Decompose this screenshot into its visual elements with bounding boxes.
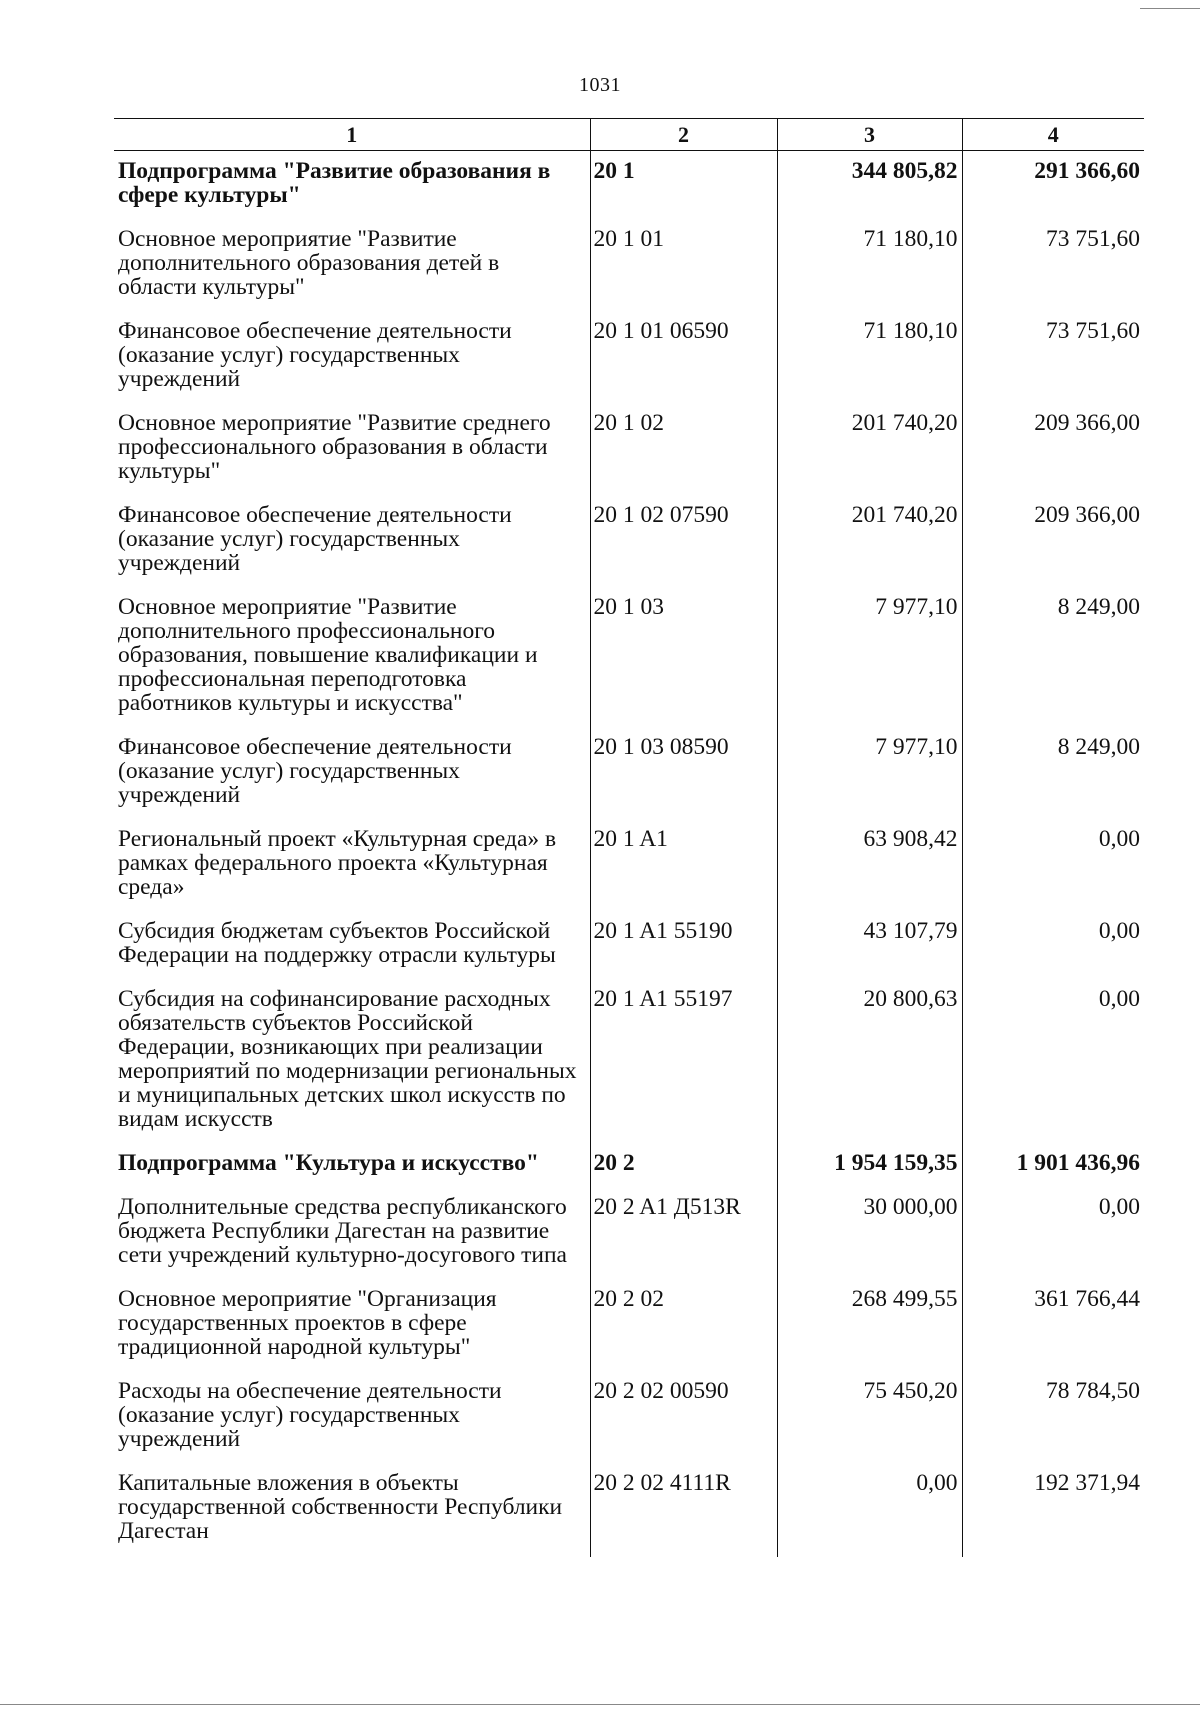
row-value-col4-cell: 209 366,00 [962,403,1144,495]
row-value-col3-cell: 7 977,10 [777,587,962,727]
budget-table-container [114,118,1144,1557]
row-value-col4-cell: 73 751,60 [962,219,1144,311]
row-value-col4-cell: 0,00 [962,1187,1144,1279]
row-name-cell: Дополнительные средства республиканского бюджета Республики Дагестан на развитие сети учреждений культурно-досугового типа [118,1194,567,1268]
table-body [114,151,1144,1558]
row-code-cell: 20 1 03 [590,587,777,727]
row-code-cell: 20 1 01 06590 [590,311,777,403]
row-value-col4-cell: 291 366,60 [962,151,1144,220]
scan-edge-line-bottom [0,1704,1200,1705]
table-row [114,1371,1144,1463]
row-value-col3-cell: 268 499,55 [777,1279,962,1371]
row-code-cell: 20 1 [590,151,777,220]
row-value-col3-cell: 201 740,20 [777,403,962,495]
row-name-cell: Подпрограмма "Культура и искусство" [118,1150,539,1176]
row-value-col3-cell: 7 977,10 [777,727,962,819]
row-value-col4-cell: 0,00 [962,819,1144,911]
row-value-col3-cell: 43 107,79 [777,911,962,979]
row-value-col4-cell: 361 766,44 [962,1279,1144,1371]
row-code-cell: 20 2 02 4111R [590,1463,777,1557]
row-value-col4-cell: 209 366,00 [962,495,1144,587]
row-name-cell: Финансовое обеспечение деятельности (оказание услуг) государственных учреждений [118,734,512,808]
row-value-col3-cell: 201 740,20 [777,495,962,587]
row-name-cell: Финансовое обеспечение деятельности (оказание услуг) государственных учреждений [118,318,512,392]
row-value-col4-cell: 0,00 [962,979,1144,1143]
table-row [114,911,1144,979]
table-row [114,151,1144,220]
row-code-cell: 20 1 02 07590 [590,495,777,587]
row-code-cell: 20 1 A1 55197 [590,979,777,1143]
table-row [114,1463,1144,1557]
row-name-cell: Региональный проект «Культурная среда» в рамках федерального проекта «Культурная среда» [118,826,557,900]
row-value-col4-cell: 192 371,94 [962,1463,1144,1557]
row-value-col3-cell: 71 180,10 [777,311,962,403]
row-name-cell: Субсидия на софинансирование расходных обязательств субъектов Российской Федерации, возникающих при реализации мероприятий по модернизации региональных и муниципальных детских школ искусств по видам искусств [118,986,577,1132]
row-value-col3-cell: 30 000,00 [777,1187,962,1279]
table-row [114,403,1144,495]
row-value-col4-cell: 8 249,00 [962,727,1144,819]
row-name-cell: Основное мероприятие "Развитие дополнительного образования детей в области культуры" [118,226,500,300]
row-code-cell: 20 2 02 00590 [590,1371,777,1463]
row-name-cell: Расходы на обеспечение деятельности (оказание услуг) государственных учреждений [118,1378,502,1452]
row-value-col4-cell: 78 784,50 [962,1371,1144,1463]
row-value-col3-cell: 1 954 159,35 [777,1143,962,1187]
row-value-col3-cell: 344 805,82 [777,151,962,220]
page-number: 1031 [579,74,621,96]
row-name-cell: Финансовое обеспечение деятельности (оказание услуг) государственных учреждений [118,502,512,576]
row-name-cell: Капитальные вложения в объекты государственной собственности Республики Дагестан [118,1470,563,1544]
table-row [114,587,1144,727]
table-row [114,219,1144,311]
table-row [114,1187,1144,1279]
row-name-cell: Основное мероприятие "Развитие дополнительного профессионального образования, повышение квалификации и профессиональная переподготовка работников культуры и искусства" [118,594,538,716]
scan-edge-line-top [1140,8,1200,9]
table-row [114,311,1144,403]
table-row [114,727,1144,819]
header-col-4: 4 [962,118,1144,151]
row-code-cell: 20 1 01 [590,219,777,311]
row-name-cell: Основное мероприятие "Организация государственных проектов в сфере традиционной народной культуры" [118,1286,497,1360]
row-code-cell: 20 1 02 [590,403,777,495]
table-row [114,819,1144,911]
row-code-cell: 20 2 A1 Д513R [590,1187,777,1279]
row-name-cell: Субсидия бюджетам субъектов Российской Федерации на поддержку отрасли культуры [118,918,556,968]
row-code-cell: 20 1 A1 55190 [590,911,777,979]
row-value-col4-cell: 1 901 436,96 [962,1143,1144,1187]
row-name-cell: Основное мероприятие "Развитие среднего профессионального образования в области культуры" [118,410,551,484]
header-col-1: 1 [114,118,590,151]
row-name-cell: Подпрограмма "Развитие образования в сфере культуры" [118,158,551,208]
row-code-cell: 20 2 02 [590,1279,777,1371]
row-code-cell: 20 1 A1 [590,819,777,911]
table-top-rule [114,118,1144,119]
table-header-row [114,118,1144,151]
row-value-col3-cell: 20 800,63 [777,979,962,1143]
header-col-2: 2 [590,118,777,151]
row-code-cell: 20 2 [590,1143,777,1187]
row-code-cell: 20 1 03 08590 [590,727,777,819]
row-value-col3-cell: 75 450,20 [777,1371,962,1463]
table-row [114,979,1144,1143]
table-row [114,1279,1144,1371]
row-value-col4-cell: 0,00 [962,911,1144,979]
row-value-col3-cell: 63 908,42 [777,819,962,911]
row-value-col4-cell: 8 249,00 [962,587,1144,727]
row-value-col3-cell: 0,00 [777,1463,962,1557]
row-value-col4-cell: 73 751,60 [962,311,1144,403]
budget-table [114,118,1144,1557]
table-row [114,495,1144,587]
header-col-3: 3 [777,118,962,151]
table-row [114,1143,1144,1187]
row-value-col3-cell: 71 180,10 [777,219,962,311]
